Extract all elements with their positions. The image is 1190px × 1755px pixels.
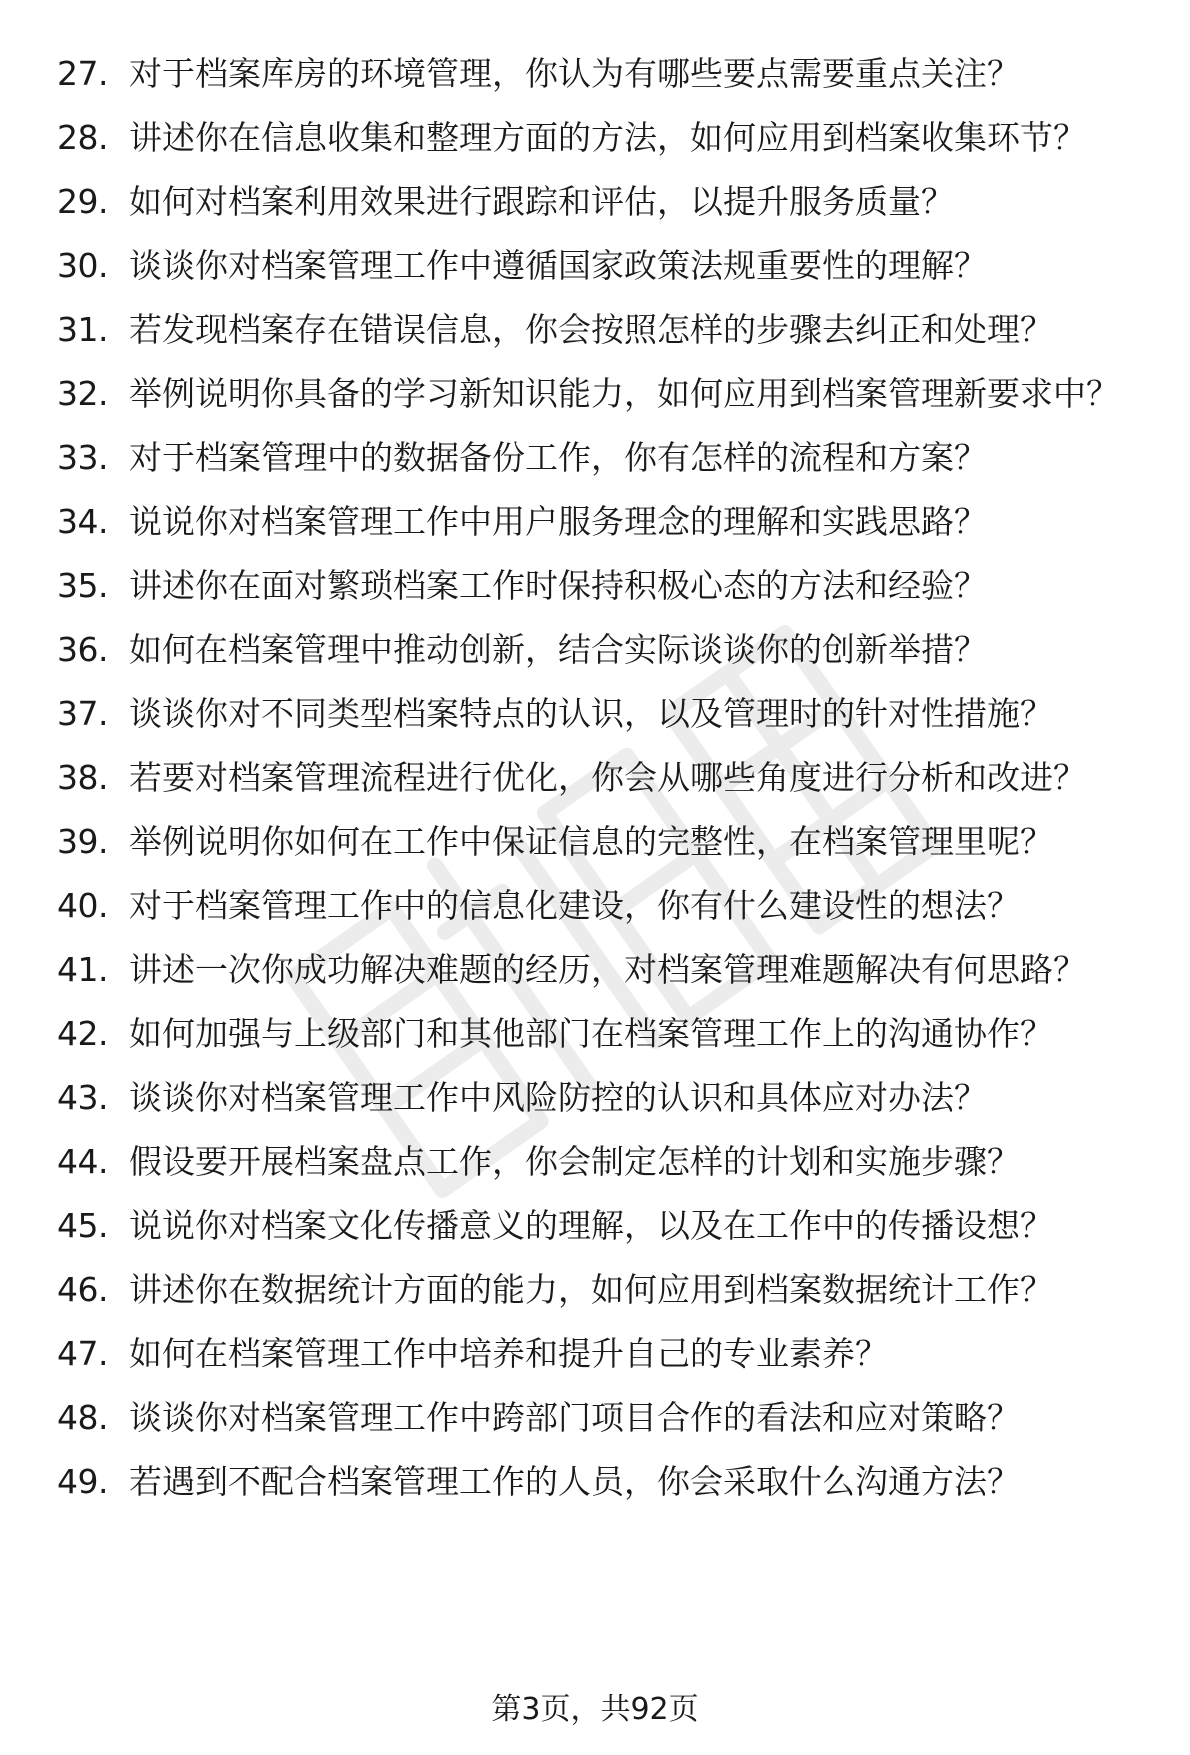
question-text: 说说你对档案管理工作中用户服务理念的理解和实践思路？: [129, 502, 987, 541]
question-item: [57, 820, 1157, 864]
question-number: 41.: [57, 950, 108, 989]
question-text: 谈谈你对不同类型档案特点的认识，以及管理时的针对性措施？: [129, 694, 1053, 733]
question-item: [57, 1460, 1157, 1504]
question-text: 对于档案管理工作中的信息化建设，你有什么建设性的想法？: [129, 886, 1020, 925]
question-text: 谈谈你对档案管理工作中跨部门项目合作的看法和应对策略？: [129, 1398, 1020, 1437]
question-number: 38.: [57, 758, 108, 797]
question-number: 47.: [57, 1334, 108, 1373]
question-number: 36.: [57, 630, 108, 669]
question-text: 如何在档案管理工作中培养和提升自己的专业素养？: [129, 1334, 888, 1373]
question-item: [57, 308, 1157, 352]
question-number: 30.: [57, 246, 108, 285]
question-text: 讲述你在面对繁琐档案工作时保持积极心态的方法和经验？: [129, 566, 987, 605]
question-item: [57, 1204, 1157, 1248]
question-item: [57, 564, 1157, 608]
question-text: 讲述你在信息收集和整理方面的方法，如何应用到档案收集环节？: [129, 118, 1086, 157]
question-text: 谈谈你对档案管理工作中遵循国家政策法规重要性的理解？: [129, 246, 987, 285]
question-number: 46.: [57, 1270, 108, 1309]
question-item: [57, 1396, 1157, 1440]
question-number: 49.: [57, 1462, 108, 1501]
question-text: 讲述你在数据统计方面的能力，如何应用到档案数据统计工作？: [129, 1270, 1053, 1309]
question-number: 37.: [57, 694, 108, 733]
question-item: [57, 500, 1157, 544]
question-number: 42.: [57, 1014, 108, 1053]
question-text: 谈谈你对档案管理工作中风险防控的认识和具体应对办法？: [129, 1078, 987, 1117]
question-text: 对于档案管理中的数据备份工作，你有怎样的流程和方案？: [129, 438, 987, 477]
page-number: 第3页，共92页: [491, 1692, 699, 1727]
question-item: [57, 756, 1157, 800]
question-number: 40.: [57, 886, 108, 925]
question-number: 34.: [57, 502, 108, 541]
question-item: [57, 1268, 1157, 1312]
question-number: 31.: [57, 310, 108, 349]
question-text: 若遇到不配合档案管理工作的人员，你会采取什么沟通方法？: [129, 1462, 1020, 1501]
question-number: 39.: [57, 822, 108, 861]
question-number: 32.: [57, 374, 108, 413]
question-text: 假设要开展档案盘点工作，你会制定怎样的计划和实施步骤？: [129, 1142, 1020, 1181]
question-number: 28.: [57, 118, 108, 157]
question-item: [57, 1140, 1157, 1184]
question-text: 若要对档案管理流程进行优化，你会从哪些角度进行分析和改进？: [129, 758, 1086, 797]
question-text: 举例说明你如何在工作中保证信息的完整性，在档案管理里呢？: [129, 822, 1053, 861]
question-item: [57, 1332, 1157, 1376]
question-number: 43.: [57, 1078, 108, 1117]
question-list: [57, 52, 1157, 1524]
question-text: 如何加强与上级部门和其他部门在档案管理工作上的沟通协作？: [129, 1014, 1053, 1053]
question-text: 如何在档案管理中推动创新，结合实际谈谈你的创新举措？: [129, 630, 987, 669]
question-text: 举例说明你具备的学习新知识能力，如何应用到档案管理新要求中？: [129, 374, 1119, 413]
question-text: 如何对档案利用效果进行跟踪和评估，以提升服务质量？: [129, 182, 954, 221]
question-item: [57, 116, 1157, 160]
question-number: 27.: [57, 54, 108, 93]
question-number: 48.: [57, 1398, 108, 1437]
question-text: 若发现档案存在错误信息，你会按照怎样的步骤去纠正和处理？: [129, 310, 1053, 349]
question-number: 35.: [57, 566, 108, 605]
question-number: 44.: [57, 1142, 108, 1181]
question-number: 33.: [57, 438, 108, 477]
question-item: [57, 948, 1157, 992]
question-number: 45.: [57, 1206, 108, 1245]
question-item: [57, 244, 1157, 288]
question-item: [57, 628, 1157, 672]
question-item: [57, 180, 1157, 224]
question-number: 29.: [57, 182, 108, 221]
question-text: 对于档案库房的环境管理，你认为有哪些要点需要重点关注？: [129, 54, 1020, 93]
question-item: [57, 52, 1157, 96]
question-item: [57, 436, 1157, 480]
question-item: [57, 1012, 1157, 1056]
question-item: [57, 1076, 1157, 1120]
question-item: [57, 884, 1157, 928]
question-text: 讲述一次你成功解决难题的经历，对档案管理难题解决有何思路？: [129, 950, 1086, 989]
question-item: [57, 692, 1157, 736]
question-item: [57, 372, 1157, 416]
question-text: 说说你对档案文化传播意义的理解，以及在工作中的传播设想？: [129, 1206, 1053, 1245]
